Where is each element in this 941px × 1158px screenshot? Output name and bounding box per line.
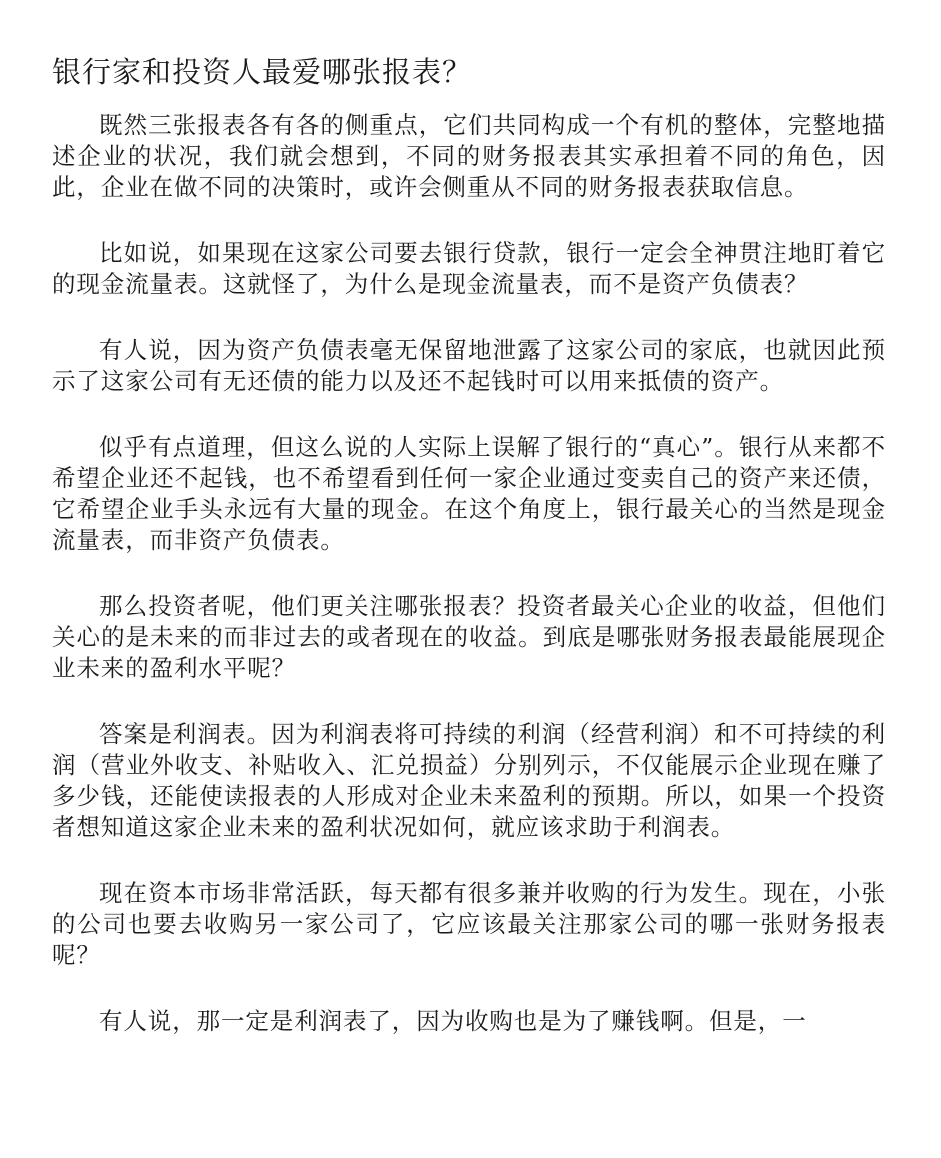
paragraph-4: 似乎有点道理，但这么说的人实际上误解了银行的“真心”。银行从来都不希望企业还不起钱，也不希望看到任何一家企业通过变卖自己的资产来还债，它希望企业手头永远有大量的现金。在这个角度上，银行最关心的当然是现金流量表，而非资产负债表。 <box>52 433 886 554</box>
paragraph-7: 现在资本市场非常活跃，每天都有很多兼并收购的行为发生。现在，小张的公司也要去收购另一家公司了，它应该最关注那家公司的哪一张财务报表呢？ <box>52 879 886 969</box>
paragraph-1: 既然三张报表各有各的侧重点，它们共同构成一个有机的整体，完整地描述企业的状况，我们就会想到，不同的财务报表其实承担着不同的角色，因此，企业在做不同的决策时，或许会侧重从不同的财务报表获取信息。 <box>52 111 886 201</box>
document-page <box>52 50 886 1037</box>
paragraph-5: 那么投资者呢，他们更关注哪张报表？投资者最关心企业的收益，但他们关心的是未来的而非过去的或者现在的收益。到底是哪张财务报表最能展现企业未来的盈利水平呢？ <box>52 592 886 682</box>
paragraph-3: 有人说，因为资产负债表毫无保留地泄露了这家公司的家底，也就因此预示了这家公司有无还债的能力以及还不起钱时可以用来抵债的资产。 <box>52 336 886 395</box>
paragraph-2: 比如说，如果现在这家公司要去银行贷款，银行一定会全神贯注地盯着它的现金流量表。这就怪了，为什么是现金流量表，而不是资产负债表？ <box>52 239 886 298</box>
paragraph-8: 有人说，那一定是利润表了，因为收购也是为了赚钱啊。但是，一 <box>99 1007 807 1035</box>
page-title: 银行家和投资人最爱哪张报表？ <box>52 55 473 89</box>
paragraph-6: 答案是利润表。因为利润表将可持续的利润（经营利润）和不可持续的利润（营业外收支、补贴收入、汇兑损益）分别列示，不仅能展示企业现在赚了多少钱，还能使读报表的人形成对企业未来盈利的预期。所以，如果一个投资者想知道这家企业未来的盈利状况如何，就应该求助于利润表。 <box>52 720 886 841</box>
